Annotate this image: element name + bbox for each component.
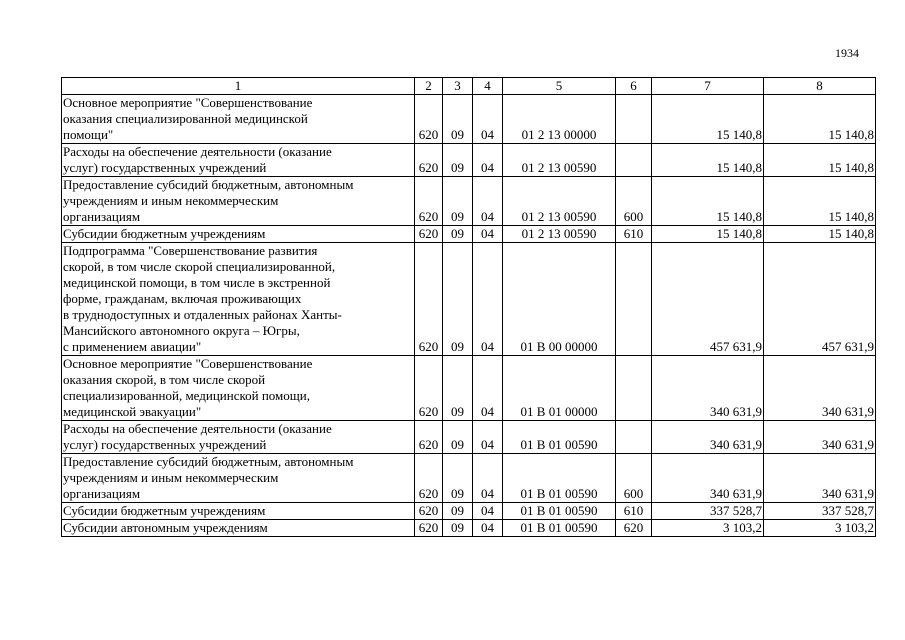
ministry-code: 620: [415, 226, 443, 243]
table-row: [62, 243, 876, 356]
expense-type-code: [616, 95, 652, 144]
target-article-code: 01 2 13 00590: [503, 226, 616, 243]
amount-col-8: 15 140,8: [764, 226, 876, 243]
item-name: Подпрограмма "Совершенствование развития скорой, в том числе скорой специализированной, медицинской помощи, в том числе в экстренной форме, гражданам, включая проживающих в труднодоступных и отдаленных районах Ханты- Мансийского автономного округа – Югры, с применением авиации": [62, 243, 415, 356]
section-code: 09: [443, 144, 473, 177]
target-article-code: 01 2 13 00590: [503, 177, 616, 226]
table-row: [62, 503, 876, 520]
table-row: [62, 95, 876, 144]
table-row: [62, 144, 876, 177]
amount-col-8: 3 103,2: [764, 520, 876, 537]
table-row: [62, 421, 876, 454]
amount-col-8: 15 140,8: [764, 95, 876, 144]
section-code: 09: [443, 177, 473, 226]
target-article-code: 01 В 01 00590: [503, 520, 616, 537]
budget-table: [61, 77, 876, 537]
item-name: Расходы на обеспечение деятельности (оказание услуг) государственных учреждений: [62, 144, 415, 177]
table-row: [62, 520, 876, 537]
item-name: Основное мероприятие "Совершенствование оказания скорой, в том числе скорой специализированной, медицинской помощи, медицинской эвакуации": [62, 356, 415, 421]
item-name: Предоставление субсидий бюджетным, автономным учреждениям и иным некоммерческим организациям: [62, 454, 415, 503]
table-header: [62, 78, 876, 95]
ministry-code: 620: [415, 503, 443, 520]
section-code: 09: [443, 454, 473, 503]
col-header-7: 7: [652, 78, 764, 95]
amount-col-7: 337 528,7: [652, 503, 764, 520]
col-header-2: 2: [415, 78, 443, 95]
item-name: Субсидии бюджетным учреждениям: [62, 503, 415, 520]
target-article-code: 01 В 01 00590: [503, 503, 616, 520]
expense-type-code: [616, 421, 652, 454]
ministry-code: 620: [415, 421, 443, 454]
item-name: Основное мероприятие "Совершенствование оказания специализированной медицинской помощи": [62, 95, 415, 144]
target-article-code: 01 В 01 00590: [503, 454, 616, 503]
item-name: Предоставление субсидий бюджетным, автономным учреждениям и иным некоммерческим организациям: [62, 177, 415, 226]
expense-type-code: 600: [616, 177, 652, 226]
expense-type-code: 610: [616, 226, 652, 243]
item-name: Расходы на обеспечение деятельности (оказание услуг) государственных учреждений: [62, 421, 415, 454]
section-code: 09: [443, 520, 473, 537]
amount-col-7: 15 140,8: [652, 177, 764, 226]
target-article-code: 01 В 01 00000: [503, 356, 616, 421]
subsection-code: 04: [473, 226, 503, 243]
section-code: 09: [443, 356, 473, 421]
table-row: [62, 454, 876, 503]
subsection-code: 04: [473, 177, 503, 226]
amount-col-8: 457 631,9: [764, 243, 876, 356]
ministry-code: 620: [415, 177, 443, 226]
subsection-code: 04: [473, 421, 503, 454]
amount-col-8: 340 631,9: [764, 356, 876, 421]
expense-type-code: [616, 243, 652, 356]
table-row: [62, 356, 876, 421]
page-number: 1934: [835, 46, 859, 60]
subsection-code: 04: [473, 454, 503, 503]
header-row: [62, 78, 876, 95]
ministry-code: 620: [415, 95, 443, 144]
item-name: Субсидии бюджетным учреждениям: [62, 226, 415, 243]
amount-col-7: 15 140,8: [652, 226, 764, 243]
ministry-code: 620: [415, 356, 443, 421]
section-code: 09: [443, 421, 473, 454]
subsection-code: 04: [473, 144, 503, 177]
amount-col-8: 15 140,8: [764, 144, 876, 177]
subsection-code: 04: [473, 520, 503, 537]
amount-col-8: 340 631,9: [764, 421, 876, 454]
table-body: [62, 95, 876, 537]
amount-col-8: 340 631,9: [764, 454, 876, 503]
target-article-code: 01 В 01 00590: [503, 421, 616, 454]
col-header-5: 5: [503, 78, 616, 95]
amount-col-7: 340 631,9: [652, 356, 764, 421]
subsection-code: 04: [473, 503, 503, 520]
amount-col-7: 15 140,8: [652, 144, 764, 177]
ministry-code: 620: [415, 144, 443, 177]
amount-col-8: 15 140,8: [764, 177, 876, 226]
ministry-code: 620: [415, 520, 443, 537]
section-code: 09: [443, 503, 473, 520]
target-article-code: 01 2 13 00590: [503, 144, 616, 177]
section-code: 09: [443, 243, 473, 356]
amount-col-8: 337 528,7: [764, 503, 876, 520]
expense-type-code: 600: [616, 454, 652, 503]
col-header-4: 4: [473, 78, 503, 95]
target-article-code: 01 В 00 00000: [503, 243, 616, 356]
subsection-code: 04: [473, 95, 503, 144]
expense-type-code: [616, 144, 652, 177]
section-code: 09: [443, 226, 473, 243]
amount-col-7: 340 631,9: [652, 454, 764, 503]
amount-col-7: 15 140,8: [652, 95, 764, 144]
amount-col-7: 457 631,9: [652, 243, 764, 356]
expense-type-code: [616, 356, 652, 421]
ministry-code: 620: [415, 454, 443, 503]
subsection-code: 04: [473, 356, 503, 421]
item-name: Субсидии автономным учреждениям: [62, 520, 415, 537]
col-header-1: 1: [62, 78, 415, 95]
expense-type-code: 610: [616, 503, 652, 520]
expense-type-code: 620: [616, 520, 652, 537]
ministry-code: 620: [415, 243, 443, 356]
col-header-6: 6: [616, 78, 652, 95]
amount-col-7: 340 631,9: [652, 421, 764, 454]
section-code: 09: [443, 95, 473, 144]
col-header-3: 3: [443, 78, 473, 95]
subsection-code: 04: [473, 243, 503, 356]
table-row: [62, 226, 876, 243]
col-header-8: 8: [764, 78, 876, 95]
table-row: [62, 177, 876, 226]
target-article-code: 01 2 13 00000: [503, 95, 616, 144]
amount-col-7: 3 103,2: [652, 520, 764, 537]
